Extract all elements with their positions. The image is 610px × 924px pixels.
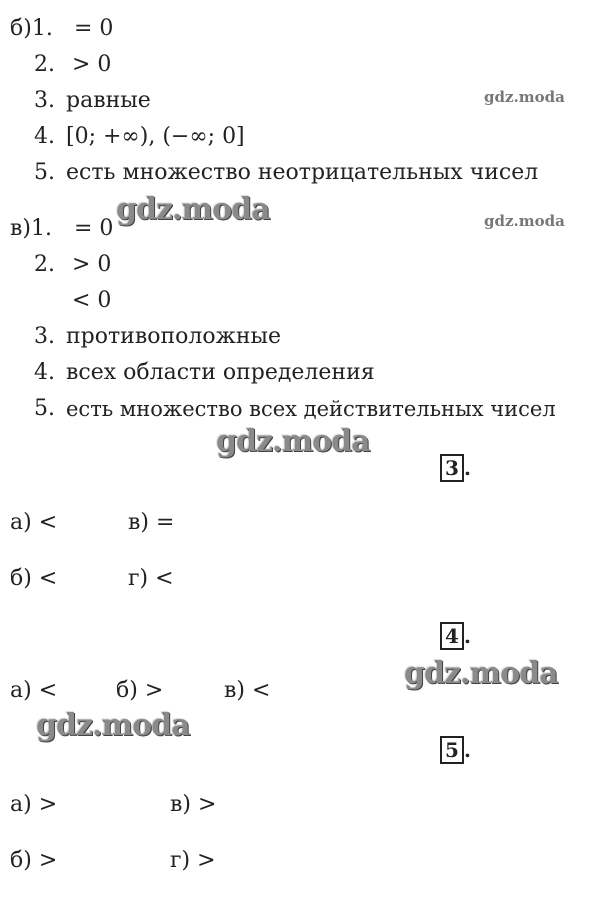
task5-b: б) > [10, 848, 58, 873]
watermark: gdz.moda [484, 88, 565, 106]
task5-number-box: 5 [440, 736, 464, 764]
task5-number-dot: . [464, 738, 471, 762]
v-item-4-label: 4. [34, 360, 55, 385]
v-item-1-text: = 0 [74, 216, 114, 241]
task4-number-dot: . [464, 624, 471, 648]
task4-b: б) > [116, 678, 164, 703]
v-item-3-text: противоположные [66, 324, 282, 349]
b-item-4-label: 4. [34, 124, 55, 149]
v-item-5-text: есть множество всех действительных чисел [66, 397, 556, 421]
watermark: gdz.moda [36, 708, 190, 743]
task5-a: а) > [10, 792, 58, 817]
task3-b: б) < [10, 566, 58, 591]
v-item-1-label: в)1. [10, 216, 52, 241]
v-item-2b-text: < 0 [72, 288, 112, 313]
b-item-1-label: б)1. [10, 16, 53, 41]
v-item-5-label: 5. [34, 396, 55, 421]
watermark: gdz.moda [404, 656, 558, 691]
task3-g: г) < [128, 566, 174, 591]
b-item-2-text: > 0 [72, 52, 112, 77]
watermark: gdz.moda [484, 212, 565, 230]
task4-v: в) < [224, 678, 271, 703]
v-item-4-text: всех области определения [66, 360, 375, 385]
b-item-3-label: 3. [34, 88, 55, 113]
v-item-2-text: > 0 [72, 252, 112, 277]
b-item-4-text: [0; +∞), (−∞; 0] [66, 124, 245, 149]
task3-number-box: 3 [440, 454, 464, 482]
v-item-2-label: 2. [34, 252, 55, 277]
b-item-2-label: 2. [34, 52, 55, 77]
task5-g: г) > [170, 848, 216, 873]
task3-v: в) = [128, 510, 175, 535]
task3-number-dot: . [464, 456, 471, 480]
watermark: gdz.moda [216, 424, 370, 459]
b-item-5-label: 5. [34, 160, 55, 185]
b-item-1-text: = 0 [74, 16, 114, 41]
task4-number-box: 4 [440, 622, 464, 650]
v-item-3-label: 3. [34, 324, 55, 349]
b-item-3-text: равные [66, 88, 151, 113]
task3-a: а) < [10, 510, 58, 535]
task4-a: а) < [10, 678, 58, 703]
task5-v: в) > [170, 792, 217, 817]
watermark: gdz.moda [116, 192, 270, 227]
b-item-5-text: есть множество неотрицательных чисел [66, 160, 539, 185]
